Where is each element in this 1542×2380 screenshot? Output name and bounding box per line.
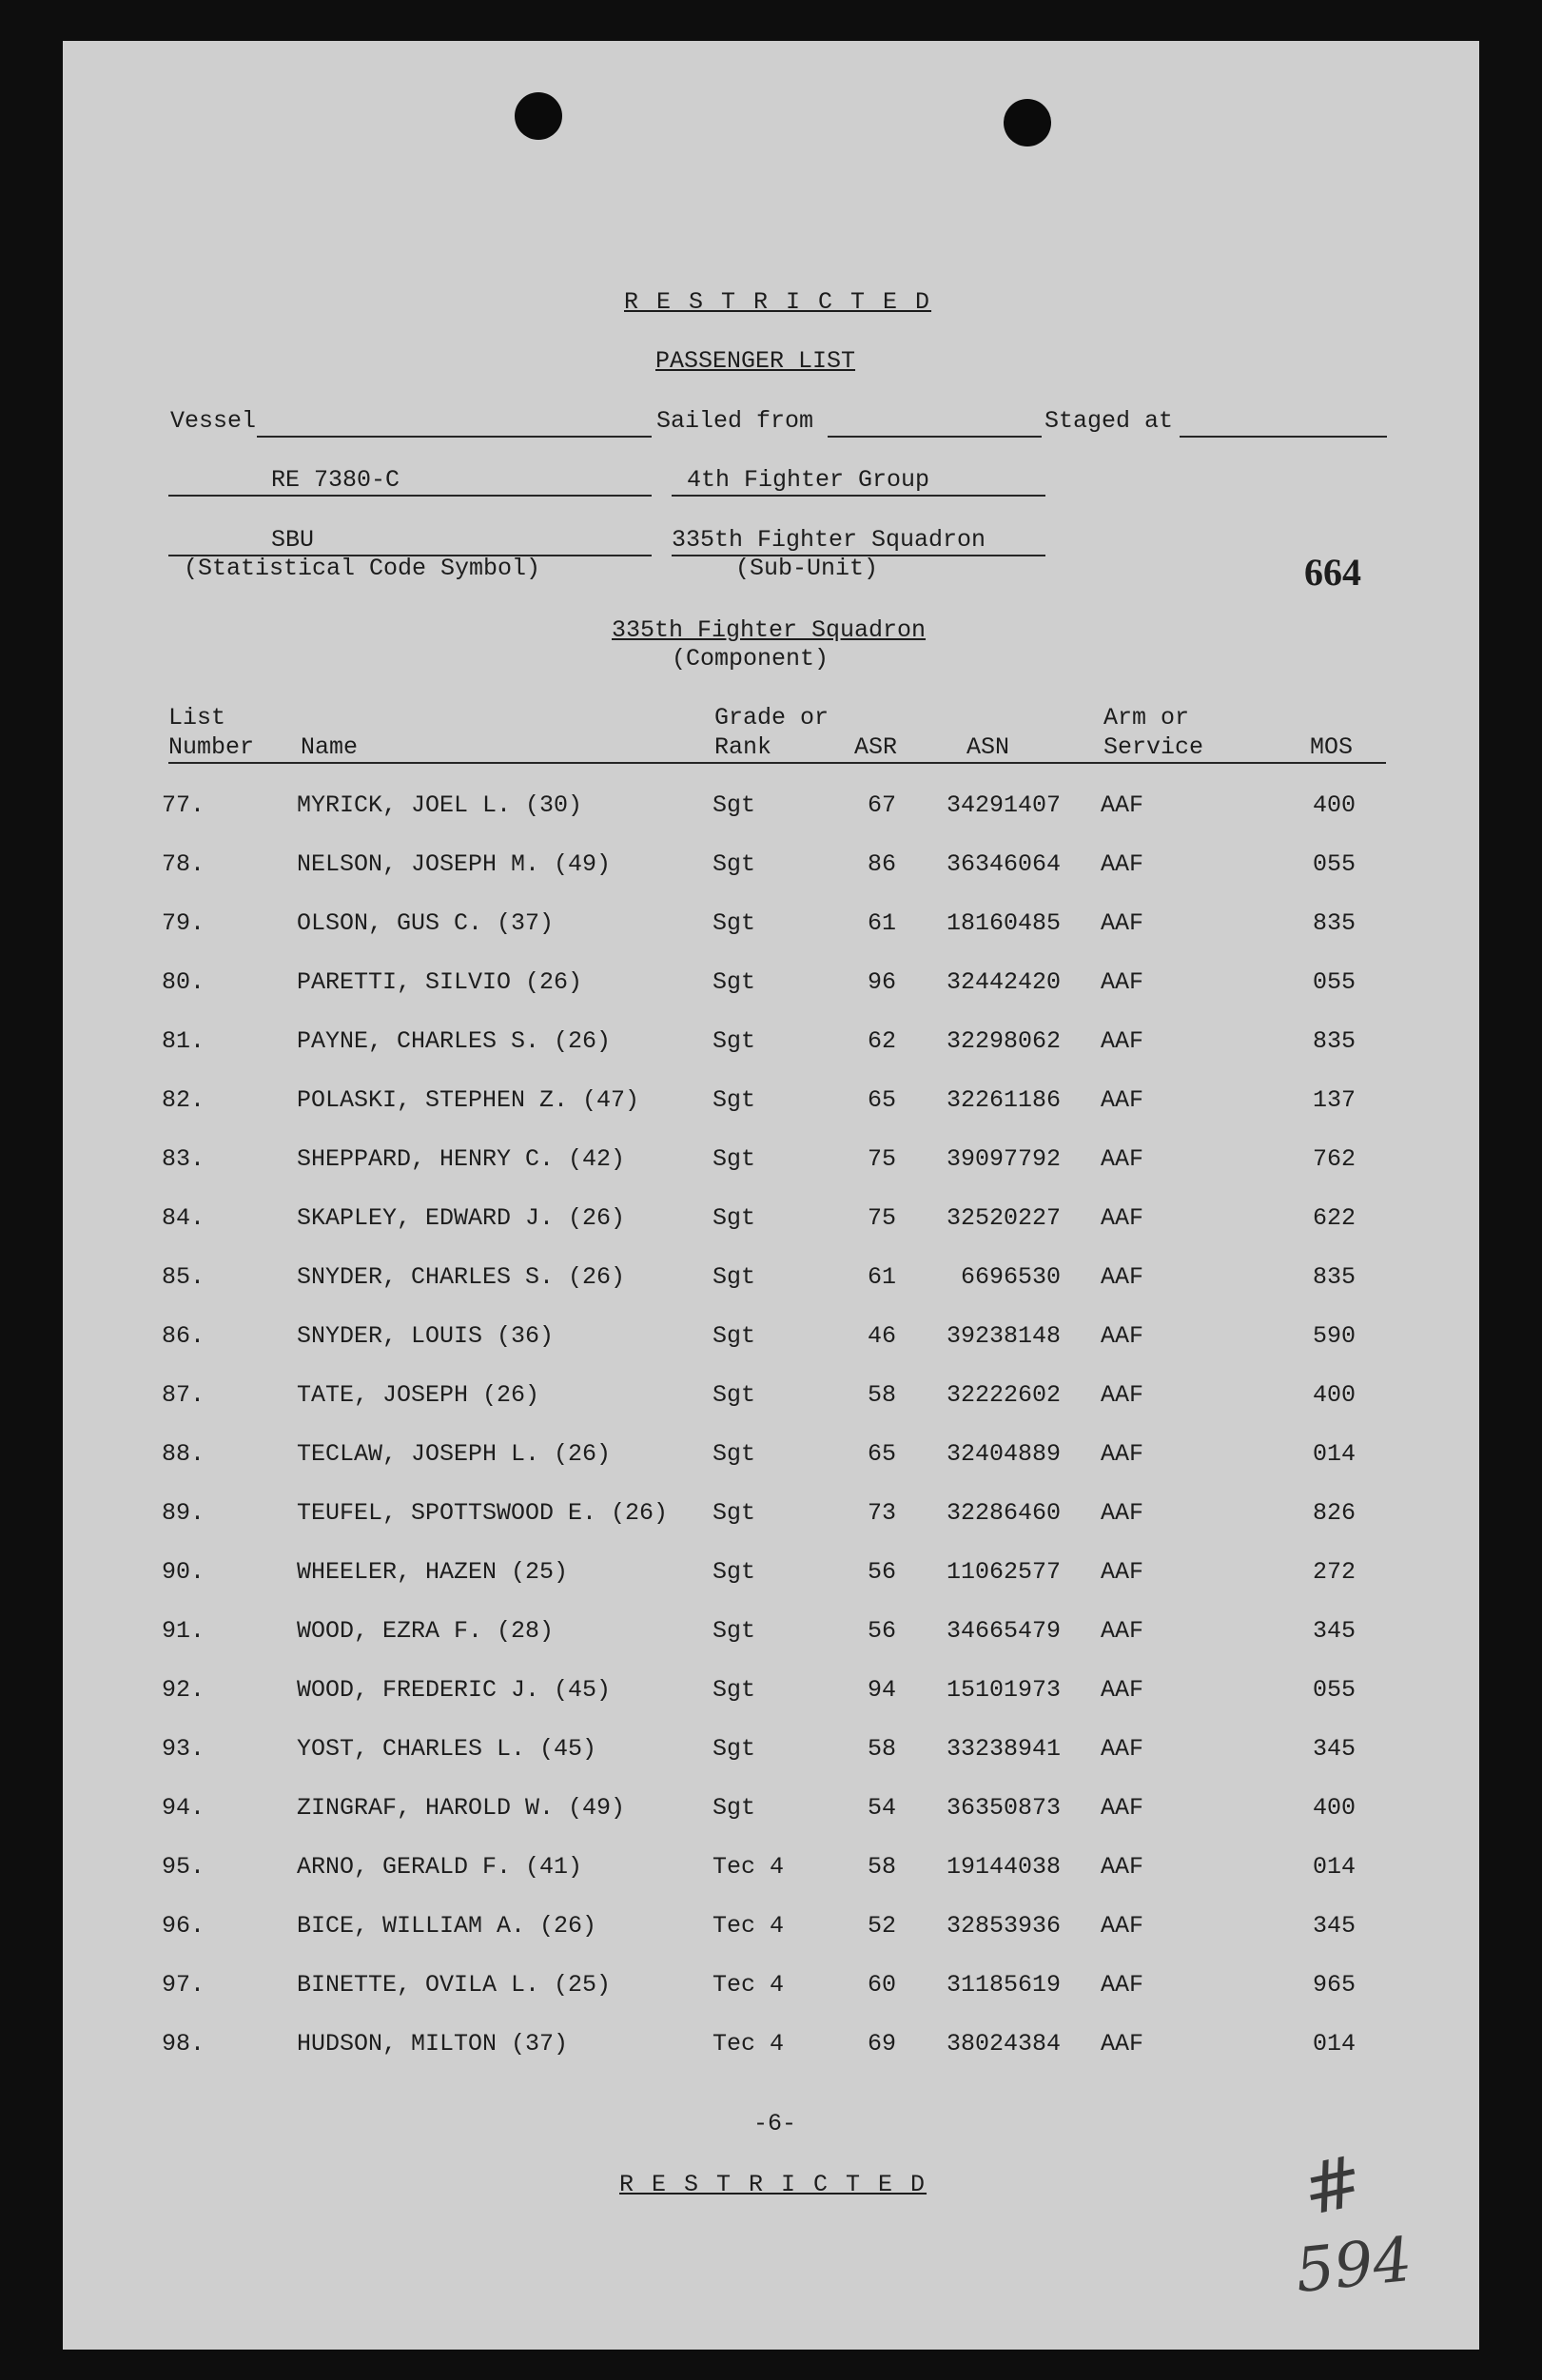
mos-cell: 400 <box>1312 791 1356 819</box>
grade-cell: Sgt <box>712 1735 756 1763</box>
name-cell: NELSON, JOSEPH M. (49) <box>297 850 612 878</box>
arm-cell: AAF <box>1101 968 1144 996</box>
list-number-cell: 94. <box>162 1794 205 1822</box>
mos-cell: 137 <box>1312 1086 1356 1114</box>
asr-cell: 69 <box>867 2030 896 2058</box>
sub-unit: 335th Fighter Squadron <box>672 526 986 554</box>
asr-cell: 58 <box>867 1381 896 1409</box>
table-row <box>0 1735 1542 1773</box>
code-symbol: SBU <box>271 526 315 554</box>
name-cell: MYRICK, JOEL L. (30) <box>297 791 583 819</box>
sub-unit-caption: (Sub-Unit) <box>735 555 879 582</box>
name-cell: SHEPPARD, HENRY C. (42) <box>297 1145 626 1173</box>
header-grade-1: Grade or <box>714 704 830 732</box>
list-number-cell: 88. <box>162 1440 205 1468</box>
punch-hole-right <box>1004 99 1051 146</box>
grade-cell: Sgt <box>712 1499 756 1527</box>
arm-cell: AAF <box>1101 1381 1144 1409</box>
document-title: PASSENGER LIST <box>655 347 856 375</box>
name-cell: SNYDER, LOUIS (36) <box>297 1322 555 1350</box>
name-cell: POLASKI, STEPHEN Z. (47) <box>297 1086 640 1114</box>
name-cell: ARNO, GERALD F. (41) <box>297 1853 583 1881</box>
list-number-cell: 77. <box>162 791 205 819</box>
asn-cell: 34291407 <box>946 791 1061 819</box>
asn-cell: 19144038 <box>946 1853 1061 1881</box>
mos-cell: 762 <box>1312 1145 1356 1173</box>
asr-cell: 65 <box>867 1086 896 1114</box>
page-stamp-number: 664 <box>1304 551 1361 594</box>
header-arm-2: Service <box>1103 733 1204 761</box>
component-caption: (Component) <box>672 645 830 673</box>
header-list-number-1: List <box>168 704 226 732</box>
arm-cell: AAF <box>1101 1676 1144 1704</box>
arm-cell: AAF <box>1101 1912 1144 1940</box>
grade-cell: Sgt <box>712 1027 756 1055</box>
asr-cell: 52 <box>867 1912 896 1940</box>
table-row <box>0 1676 1542 1714</box>
arm-cell: AAF <box>1101 2030 1144 2058</box>
table-row <box>0 1263 1542 1301</box>
arm-cell: AAF <box>1101 1204 1144 1232</box>
table-row <box>0 1322 1542 1360</box>
arm-cell: AAF <box>1101 850 1144 878</box>
name-cell: YOST, CHARLES L. (45) <box>297 1735 597 1763</box>
header-rule <box>168 762 1386 764</box>
asr-cell: 58 <box>867 1735 896 1763</box>
page-number: -6- <box>753 2110 797 2137</box>
asr-cell: 75 <box>867 1204 896 1232</box>
asn-cell: 34665479 <box>946 1617 1061 1645</box>
table-row <box>0 1853 1542 1891</box>
header-grade-2: Rank <box>714 733 772 761</box>
asr-cell: 62 <box>867 1027 896 1055</box>
list-number-cell: 84. <box>162 1204 205 1232</box>
mos-cell: 965 <box>1312 1971 1356 1999</box>
sailed-from-label: Sailed from <box>656 407 814 435</box>
header-asn: ASN <box>966 733 1010 761</box>
punch-hole-left <box>515 92 562 140</box>
mos-cell: 272 <box>1312 1558 1356 1586</box>
grade-cell: Sgt <box>712 1145 756 1173</box>
grade-cell: Sgt <box>712 850 756 878</box>
list-number-cell: 79. <box>162 909 205 937</box>
arm-cell: AAF <box>1101 1558 1144 1586</box>
list-number-cell: 86. <box>162 1322 205 1350</box>
grade-cell: Sgt <box>712 1322 756 1350</box>
asr-cell: 61 <box>867 1263 896 1291</box>
grade-cell: Sgt <box>712 968 756 996</box>
staged-at-blank <box>1180 436 1387 438</box>
mos-cell: 055 <box>1312 968 1356 996</box>
asr-cell: 60 <box>867 1971 896 1999</box>
grade-cell: Sgt <box>712 1263 756 1291</box>
list-number-cell: 95. <box>162 1853 205 1881</box>
arm-cell: AAF <box>1101 1499 1144 1527</box>
asr-cell: 46 <box>867 1322 896 1350</box>
shipment-number-line <box>168 495 652 497</box>
arm-cell: AAF <box>1101 1735 1144 1763</box>
mos-cell: 590 <box>1312 1322 1356 1350</box>
asr-cell: 61 <box>867 909 896 937</box>
name-cell: BICE, WILLIAM A. (26) <box>297 1912 597 1940</box>
list-number-cell: 89. <box>162 1499 205 1527</box>
header-arm-1: Arm or <box>1103 704 1190 732</box>
arm-cell: AAF <box>1101 1794 1144 1822</box>
asn-cell: 39097792 <box>946 1145 1061 1173</box>
sailed-from-blank <box>828 436 1042 438</box>
arm-cell: AAF <box>1101 791 1144 819</box>
group-line <box>672 495 1045 497</box>
name-cell: WHEELER, HAZEN (25) <box>297 1558 569 1586</box>
asn-cell: 32286460 <box>946 1499 1061 1527</box>
mos-cell: 055 <box>1312 850 1356 878</box>
mos-cell: 014 <box>1312 2030 1356 2058</box>
table-row <box>0 1086 1542 1124</box>
list-number-cell: 78. <box>162 850 205 878</box>
list-number-cell: 91. <box>162 1617 205 1645</box>
arm-cell: AAF <box>1101 1027 1144 1055</box>
mos-cell: 826 <box>1312 1499 1356 1527</box>
table-row <box>0 1204 1542 1242</box>
list-number-cell: 85. <box>162 1263 205 1291</box>
name-cell: ZINGRAF, HAROLD W. (49) <box>297 1794 626 1822</box>
arm-cell: AAF <box>1101 1440 1144 1468</box>
mos-cell: 345 <box>1312 1735 1356 1763</box>
asr-cell: 67 <box>867 791 896 819</box>
arm-cell: AAF <box>1101 1086 1144 1114</box>
asr-cell: 56 <box>867 1558 896 1586</box>
mos-cell: 400 <box>1312 1794 1356 1822</box>
mos-cell: 835 <box>1312 1027 1356 1055</box>
staged-at-label: Staged at <box>1044 407 1174 435</box>
header-asr: ASR <box>854 733 898 761</box>
table-row <box>0 1971 1542 2009</box>
table-row <box>0 968 1542 1006</box>
list-number-cell: 96. <box>162 1912 205 1940</box>
asr-cell: 75 <box>867 1145 896 1173</box>
grade-cell: Sgt <box>712 909 756 937</box>
list-number-cell: 82. <box>162 1086 205 1114</box>
name-cell: SKAPLEY, EDWARD J. (26) <box>297 1204 626 1232</box>
asr-cell: 94 <box>867 1676 896 1704</box>
grade-cell: Sgt <box>712 1558 756 1586</box>
list-number-cell: 93. <box>162 1735 205 1763</box>
grade-cell: Sgt <box>712 1617 756 1645</box>
grade-cell: Tec 4 <box>712 1971 785 1999</box>
asr-cell: 58 <box>867 1853 896 1881</box>
asn-cell: 32520227 <box>946 1204 1061 1232</box>
grade-cell: Tec 4 <box>712 2030 785 2058</box>
grade-cell: Tec 4 <box>712 1853 785 1881</box>
table-row <box>0 1027 1542 1065</box>
mos-cell: 622 <box>1312 1204 1356 1232</box>
list-number-cell: 98. <box>162 2030 205 2058</box>
name-cell: TEUFEL, SPOTTSWOOD E. (26) <box>297 1499 669 1527</box>
asn-cell: 36350873 <box>946 1794 1061 1822</box>
name-cell: TECLAW, JOSEPH L. (26) <box>297 1440 612 1468</box>
arm-cell: AAF <box>1101 909 1144 937</box>
code-symbol-caption: (Statistical Code Symbol) <box>184 555 541 582</box>
mos-cell: 835 <box>1312 909 1356 937</box>
table-row <box>0 1381 1542 1419</box>
table-row <box>0 2030 1542 2068</box>
asr-cell: 96 <box>867 968 896 996</box>
asn-cell: 33238941 <box>946 1735 1061 1763</box>
table-row <box>0 1617 1542 1655</box>
asn-cell: 6696530 <box>960 1263 1061 1291</box>
handwritten-mark: # <box>1295 2139 1371 2233</box>
name-cell: PAYNE, CHARLES S. (26) <box>297 1027 612 1055</box>
vessel-blank <box>257 436 652 438</box>
grade-cell: Tec 4 <box>712 1912 785 1940</box>
list-number-cell: 97. <box>162 1971 205 1999</box>
name-cell: WOOD, EZRA F. (28) <box>297 1617 555 1645</box>
list-number-cell: 83. <box>162 1145 205 1173</box>
handwritten-page-number: 594 <box>1292 2224 1415 2308</box>
asr-cell: 56 <box>867 1617 896 1645</box>
grade-cell: Sgt <box>712 1086 756 1114</box>
arm-cell: AAF <box>1101 1853 1144 1881</box>
name-cell: PARETTI, SILVIO (26) <box>297 968 583 996</box>
table-row <box>0 1558 1542 1596</box>
mos-cell: 345 <box>1312 1912 1356 1940</box>
arm-cell: AAF <box>1101 1145 1144 1173</box>
name-cell: HUDSON, MILTON (37) <box>297 2030 569 2058</box>
name-cell: OLSON, GUS C. (37) <box>297 909 555 937</box>
table-row <box>0 850 1542 888</box>
grade-cell: Sgt <box>712 1440 756 1468</box>
asn-cell: 38024384 <box>946 2030 1061 2058</box>
asn-cell: 39238148 <box>946 1322 1061 1350</box>
asn-cell: 18160485 <box>946 909 1061 937</box>
classification-header: R E S T R I C T E D <box>624 288 932 316</box>
component: 335th Fighter Squadron <box>612 616 927 644</box>
mos-cell: 014 <box>1312 1853 1356 1881</box>
group-name: 4th Fighter Group <box>687 466 930 494</box>
grade-cell: Sgt <box>712 791 756 819</box>
name-cell: TATE, JOSEPH (26) <box>297 1381 540 1409</box>
asn-cell: 31185619 <box>946 1971 1061 1999</box>
table-row <box>0 1145 1542 1183</box>
shipment-number: RE 7380-C <box>271 466 400 494</box>
grade-cell: Sgt <box>712 1381 756 1409</box>
name-cell: BINETTE, OVILA L. (25) <box>297 1971 612 1999</box>
list-number-cell: 81. <box>162 1027 205 1055</box>
table-row <box>0 909 1542 947</box>
vessel-label: Vessel <box>170 407 257 435</box>
grade-cell: Sgt <box>712 1676 756 1704</box>
asr-cell: 73 <box>867 1499 896 1527</box>
list-number-cell: 90. <box>162 1558 205 1586</box>
name-cell: WOOD, FREDERIC J. (45) <box>297 1676 612 1704</box>
asr-cell: 65 <box>867 1440 896 1468</box>
arm-cell: AAF <box>1101 1617 1144 1645</box>
asr-cell: 86 <box>867 850 896 878</box>
list-number-cell: 92. <box>162 1676 205 1704</box>
table-row <box>0 1794 1542 1832</box>
asn-cell: 32261186 <box>946 1086 1061 1114</box>
header-list-number-2: Number <box>168 733 255 761</box>
mos-cell: 014 <box>1312 1440 1356 1468</box>
table-row <box>0 791 1542 829</box>
arm-cell: AAF <box>1101 1971 1144 1999</box>
grade-cell: Sgt <box>712 1204 756 1232</box>
asn-cell: 32298062 <box>946 1027 1061 1055</box>
list-number-cell: 87. <box>162 1381 205 1409</box>
name-cell: SNYDER, CHARLES S. (26) <box>297 1263 626 1291</box>
table-row <box>0 1499 1542 1537</box>
classification-footer: R E S T R I C T E D <box>619 2171 927 2198</box>
arm-cell: AAF <box>1101 1322 1144 1350</box>
mos-cell: 835 <box>1312 1263 1356 1291</box>
table-row <box>0 1912 1542 1950</box>
header-mos: MOS <box>1310 733 1354 761</box>
mos-cell: 055 <box>1312 1676 1356 1704</box>
asn-cell: 32222602 <box>946 1381 1061 1409</box>
asn-cell: 11062577 <box>946 1558 1061 1586</box>
mos-cell: 400 <box>1312 1381 1356 1409</box>
header-name: Name <box>301 733 359 761</box>
asn-cell: 36346064 <box>946 850 1061 878</box>
asn-cell: 32404889 <box>946 1440 1061 1468</box>
arm-cell: AAF <box>1101 1263 1144 1291</box>
asn-cell: 15101973 <box>946 1676 1061 1704</box>
asr-cell: 54 <box>867 1794 896 1822</box>
table-row <box>0 1440 1542 1478</box>
mos-cell: 345 <box>1312 1617 1356 1645</box>
asn-cell: 32853936 <box>946 1912 1061 1940</box>
grade-cell: Sgt <box>712 1794 756 1822</box>
asn-cell: 32442420 <box>946 968 1061 996</box>
list-number-cell: 80. <box>162 968 205 996</box>
